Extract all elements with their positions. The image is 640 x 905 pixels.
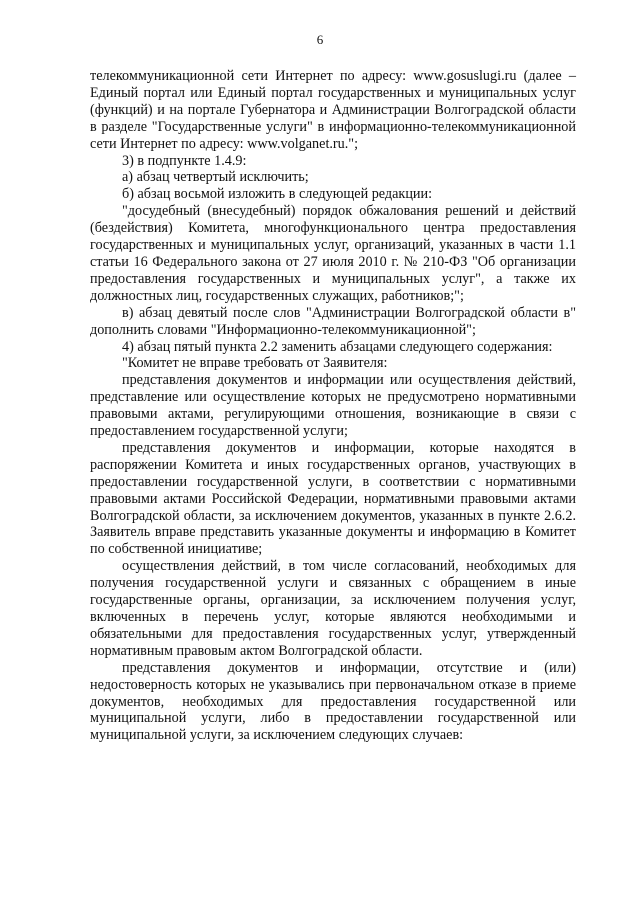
paragraph: представления документов и информации или осуществления действий, представление или осуществление которых не предусмотрено нормативными правовыми актами, регулирующими отношения, возникающие в связи с предоставлением государственной услуги; (90, 372, 576, 440)
paragraph: б) абзац восьмой изложить в следующей редакции: (122, 186, 433, 203)
paragraph: представления документов и информации, отсутствие и (или) недостоверность которых не указывались при первоначальном отказе в приеме документов, необходимых для предоставления государственной или муниципальной услуги, либо в предоставлении государственной или муниципальной услуги, за исключением следующих случаев: (90, 659, 576, 744)
paragraph: 4) абзац пятый пункта 2.2 заменить абзацами следующего содержания: (122, 338, 553, 355)
paragraph: "досудебный (внесудебный) порядок обжалования решений и действий (бездействия) Комитета, многофункционального центра предоставления государственных и муниципальных услуг, организаций, указанных в части 1.1 статьи 16 Федерального закона от 27 июля 2010 г. № 210-ФЗ "Об организации предоставления государственных и муниципальных услуг", а также их должностных лиц, государственных служащих, работников;"; (90, 203, 576, 304)
paragraph: а) абзац четвертый исключить; (122, 169, 309, 186)
paragraph: "Комитет не вправе требовать от Заявителя: (122, 355, 388, 372)
document-body (90, 68, 576, 744)
paragraph: представления документов и информации, которые находятся в распоряжении Комитета и иных государственных органов, участвующих в предоставлении государственной услуги, в соответствии с нормативными правовыми актами Российской Федерации, нормативными правовыми актами Волгоградской области, за исключением документов, указанных в пункте 2.6.2. Заявитель вправе представить указанные документы и информацию в Комитет по собственной инициативе; (90, 439, 576, 558)
paragraph: 3) в подпункте 1.4.9: (122, 152, 247, 169)
paragraph: в) абзац девятый после слов "Администрации Волгоградской области в" дополнить словами "Информационно-телекоммуникационной"; (90, 304, 576, 338)
page-number: 6 (316, 32, 324, 47)
paragraph: телекоммуникационной сети Интернет по адресу: www.gosuslugi.ru (далее – Единый портал или Единый портал государственных и муниципальных услуг (функций) и на портале Губернатора и Администрации Волгоградской области в разделе "Государственные услуги" в информационно-телекоммуникационной сети Интернет по адресу: www.volganet.ru."; (90, 68, 576, 152)
paragraph: осуществления действий, в том числе согласований, необходимых для получения государственной услуги и связанных с обращением в иные государственные органы, организации, за исключением получения услуг, включенных в перечень услуг, которые являются необходимыми и обязательными для предоставления государственных услуг, утвержденный нормативным правовым актом Волгоградской области. (90, 558, 576, 659)
